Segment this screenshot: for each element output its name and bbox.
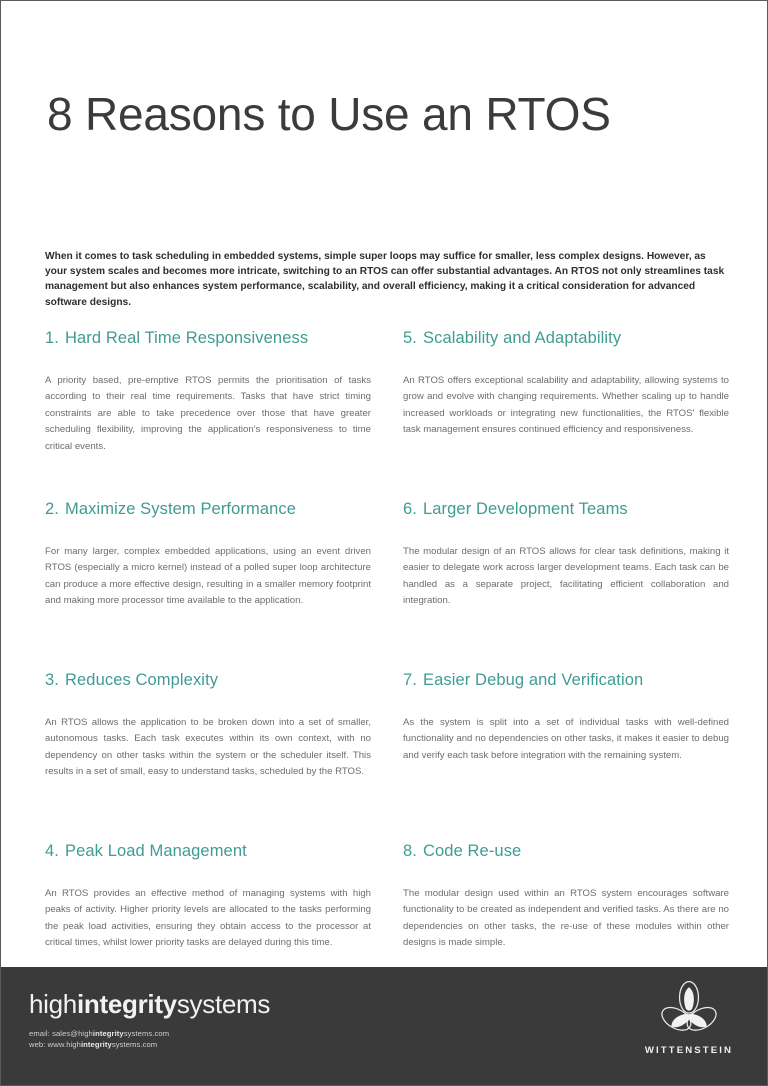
section-3-heading bbox=[45, 669, 371, 691]
section-1-title: Hard Real Time Responsiveness bbox=[65, 329, 309, 347]
section-4-number: 4. bbox=[45, 842, 59, 860]
section-1-body: A priority based, pre-emptive RTOS permits the prioritisation of tasks according to their real time requirements. Tasks that have strict timing constraints are able to take precedence over those that have greater scheduling flexibility, improving the application's responsiveness to time critical events. bbox=[45, 375, 371, 452]
section-3 bbox=[45, 669, 371, 819]
section-8 bbox=[403, 840, 729, 978]
section-2-heading bbox=[45, 498, 371, 520]
section-1-number: 1. bbox=[45, 329, 59, 347]
section-4-heading bbox=[45, 840, 371, 862]
title-block bbox=[47, 87, 727, 141]
wittenstein-wordmark: WITTENSTEIN bbox=[644, 1045, 733, 1056]
column-right bbox=[403, 327, 729, 990]
section-5-number: 5. bbox=[403, 329, 417, 347]
section-4-title: Peak Load Management bbox=[65, 842, 247, 860]
intro-paragraph: When it comes to task scheduling in embedded systems, simple super loops may suffice for smaller, less complex designs. However, as your system scales and becomes more intricate, switching to an RTOS can offer substantial advantages. An RTOS not only streamlines task management but also enhances system performance, scalability, and overall efficiency, making it a critical consideration for advanced software designs. bbox=[45, 251, 725, 308]
email-label: email: bbox=[29, 1029, 53, 1038]
email-bold: integrity bbox=[92, 1029, 124, 1038]
section-2-number: 2. bbox=[45, 500, 59, 518]
section-5-title: Scalability and Adaptability bbox=[423, 329, 622, 347]
section-1 bbox=[45, 327, 371, 477]
section-4 bbox=[45, 840, 371, 978]
brand-part-systems: systems bbox=[176, 989, 271, 1019]
page-footer bbox=[1, 967, 767, 1085]
web-bold: integrity bbox=[80, 1040, 112, 1050]
body-columns bbox=[45, 327, 729, 990]
section-2-title: Maximize System Performance bbox=[65, 500, 297, 518]
section-7 bbox=[403, 669, 729, 819]
section-3-number: 3. bbox=[45, 671, 59, 689]
wittenstein-logo-block bbox=[645, 967, 767, 1056]
email-pre: sales@high bbox=[52, 1029, 93, 1038]
section-1-heading bbox=[45, 327, 371, 349]
section-5 bbox=[403, 327, 729, 477]
section-2 bbox=[45, 498, 371, 648]
footer-contact bbox=[29, 1028, 270, 1051]
highintegritysystems-logo bbox=[29, 989, 270, 1019]
brand-part-high: high bbox=[29, 989, 77, 1019]
wittenstein-trefoil-icon bbox=[657, 981, 721, 1039]
section-5-body: An RTOS offers exceptional scalability and adaptability, allowing systems to grow and evolve with changing requirements. Whether scaling up to handle increased workloads or integrating new functionalities, the RTOS' flexible task management ensures continued efficiency and responsiveness. bbox=[403, 375, 729, 436]
section-7-body: As the system is split into a set of individual tasks with well-defined functionality and no dependencies on other tasks, it makes it easier to debug and verify each task before integration with the remaining system. bbox=[403, 717, 729, 761]
section-7-title: Easier Debug and Verification bbox=[423, 671, 644, 689]
section-2-body: For many larger, complex embedded applications, using an event driven RTOS (especially a micro kernel) instead of a polled super loop architecture can produce a more effective design, resulting in a smaller memory footprint and making more processor time available to the application. bbox=[45, 546, 371, 607]
web-pre: www.high bbox=[47, 1040, 81, 1050]
web-label: web: bbox=[29, 1040, 48, 1050]
footer-web-line[interactable] bbox=[29, 1039, 270, 1050]
section-7-number: 7. bbox=[403, 671, 417, 689]
brand-part-integrity: integrity bbox=[76, 989, 177, 1019]
footer-email-line[interactable] bbox=[29, 1028, 270, 1039]
section-8-title: Code Re-use bbox=[423, 842, 522, 860]
section-6-body: The modular design of an RTOS allows for clear task definitions, making it easier to delegate work across larger development teams. Each task can be handled as a separate project, facilitating efficient collaboration and integration. bbox=[403, 546, 729, 607]
section-4-body: An RTOS provides an effective method of managing systems with high peaks of activity. Higher priority levels are allocated to the tasks performing the peak load activities, ensuring they obtain access to the processor at critical times, whilst lower priority tasks are delayed during this time. bbox=[45, 888, 371, 949]
page-title: 8 Reasons to Use an RTOS bbox=[47, 88, 611, 140]
section-6-number: 6. bbox=[403, 500, 417, 518]
web-post: systems.com bbox=[111, 1040, 158, 1050]
section-6-title: Larger Development Teams bbox=[423, 500, 628, 518]
section-8-number: 8. bbox=[403, 842, 417, 860]
section-3-body: An RTOS allows the application to be broken down into a set of smaller, autonomous tasks. Each task executes within its own context, with no dependency on other tasks within the system or the scheduler itself. This results in a set of small, easy to understand tasks, scheduled by the RTOS. bbox=[45, 717, 371, 778]
footer-brand-block bbox=[1, 967, 270, 1051]
section-8-heading bbox=[403, 840, 729, 862]
section-6 bbox=[403, 498, 729, 648]
email-post: systems.com bbox=[123, 1029, 170, 1038]
section-3-title: Reduces Complexity bbox=[65, 671, 219, 689]
section-8-body: The modular design used within an RTOS system encourages software functionality to be created as independent and verified tasks. As there are no dependencies on other tasks, the re-use of these modules within other designs is made simple. bbox=[403, 888, 729, 949]
section-7-heading bbox=[403, 669, 729, 691]
column-left bbox=[45, 327, 371, 990]
section-6-heading bbox=[403, 498, 729, 520]
section-5-heading bbox=[403, 327, 729, 349]
